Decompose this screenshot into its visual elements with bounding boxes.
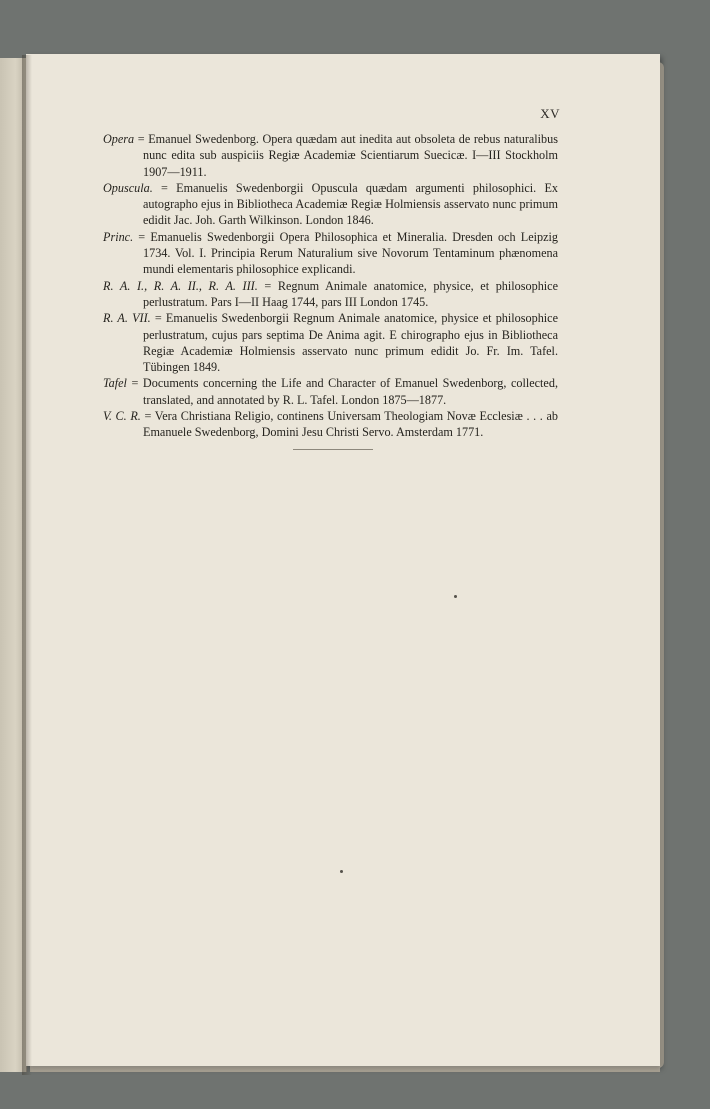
- list-item-regnum-animale-vii: [103, 310, 558, 375]
- entry-abbreviation: Tafel: [103, 376, 127, 391]
- entry-abbreviation: V. C. R.: [103, 409, 141, 424]
- entry-text: = Documents concerning the Life and Character of Emanuel Swedenborg, collected, translated, and annotated by R. L. Tafel. London 1875—1877.: [126, 376, 558, 407]
- list-item-tafel: [103, 375, 558, 408]
- list-item-princ: [103, 229, 558, 278]
- entry-text: = Emanuel Swedenborg. Opera quædam aut inedita aut obsoleta de rebus naturalibus nunc edita sub auspiciis Regiæ Academiæ Scientiarum Suecicæ. I—III Stockholm 1907—1911.: [134, 132, 558, 179]
- list-item-vera-christiana: [103, 408, 558, 441]
- abbreviations-list: [103, 131, 558, 441]
- entry-text: = Regnum Animale anatomice, physice, et philosophice perlustratum. Pars I—II Haag 1744, pars III London 1745.: [143, 278, 558, 309]
- entry-abbreviation: Princ.: [103, 229, 134, 244]
- entry-abbreviation: R. A. VII.: [103, 311, 151, 326]
- list-item-opera: [103, 131, 558, 180]
- entry-abbreviation: Opera: [103, 132, 135, 146]
- entry-text: = Emanuelis Swedenborgii Regnum Animale anatomice, physice et philosophice perlustratum, cujus pars septima De Anima agit. E chirographo ejus in Bibliotheca Regiæ Academiæ Holmiensis asservato nunc primum edidit Jo. Fr. Im. Tafel. Tübingen 1849.: [143, 311, 558, 375]
- entry-text: = Emanuelis Swedenborgii Opuscula quædam argumenti philosophici. Ex autographo ejus in Bibliotheca Academiæ Regiæ Holmiensis asservato nunc primum edidit Jac. Joh. Garth Wilkinson. London 1846.: [143, 180, 558, 228]
- list-item-regnum-animale: [103, 278, 558, 311]
- list-item-opuscula: [103, 180, 558, 229]
- entry-abbreviation: R. A. I., R. A. II., R. A. III.: [103, 278, 258, 293]
- paper-speck: [454, 595, 457, 598]
- entry-text: = Emanuelis Swedenborgii Opera Philosophica et Mineralia. Dresden och Leipzig 1734. Vol. I. Principia Rerum Naturalium sive Novorum Tentaminum phænomena mundi elementaris philosophice explicandi.: [133, 229, 558, 277]
- page-number: XV: [540, 106, 560, 121]
- entry-text: = Vera Christiana Religio, continens Universam Theologiam Novæ Ecclesiæ . . . ab Emanuele Swedenborg, Domini Jesu Christi Servo. Amsterdam 1771.: [140, 409, 558, 440]
- paper-speck: [340, 870, 343, 873]
- entry-abbreviation: Opuscula.: [103, 180, 153, 195]
- spine-shadow: [22, 55, 32, 1075]
- section-divider: [293, 449, 373, 450]
